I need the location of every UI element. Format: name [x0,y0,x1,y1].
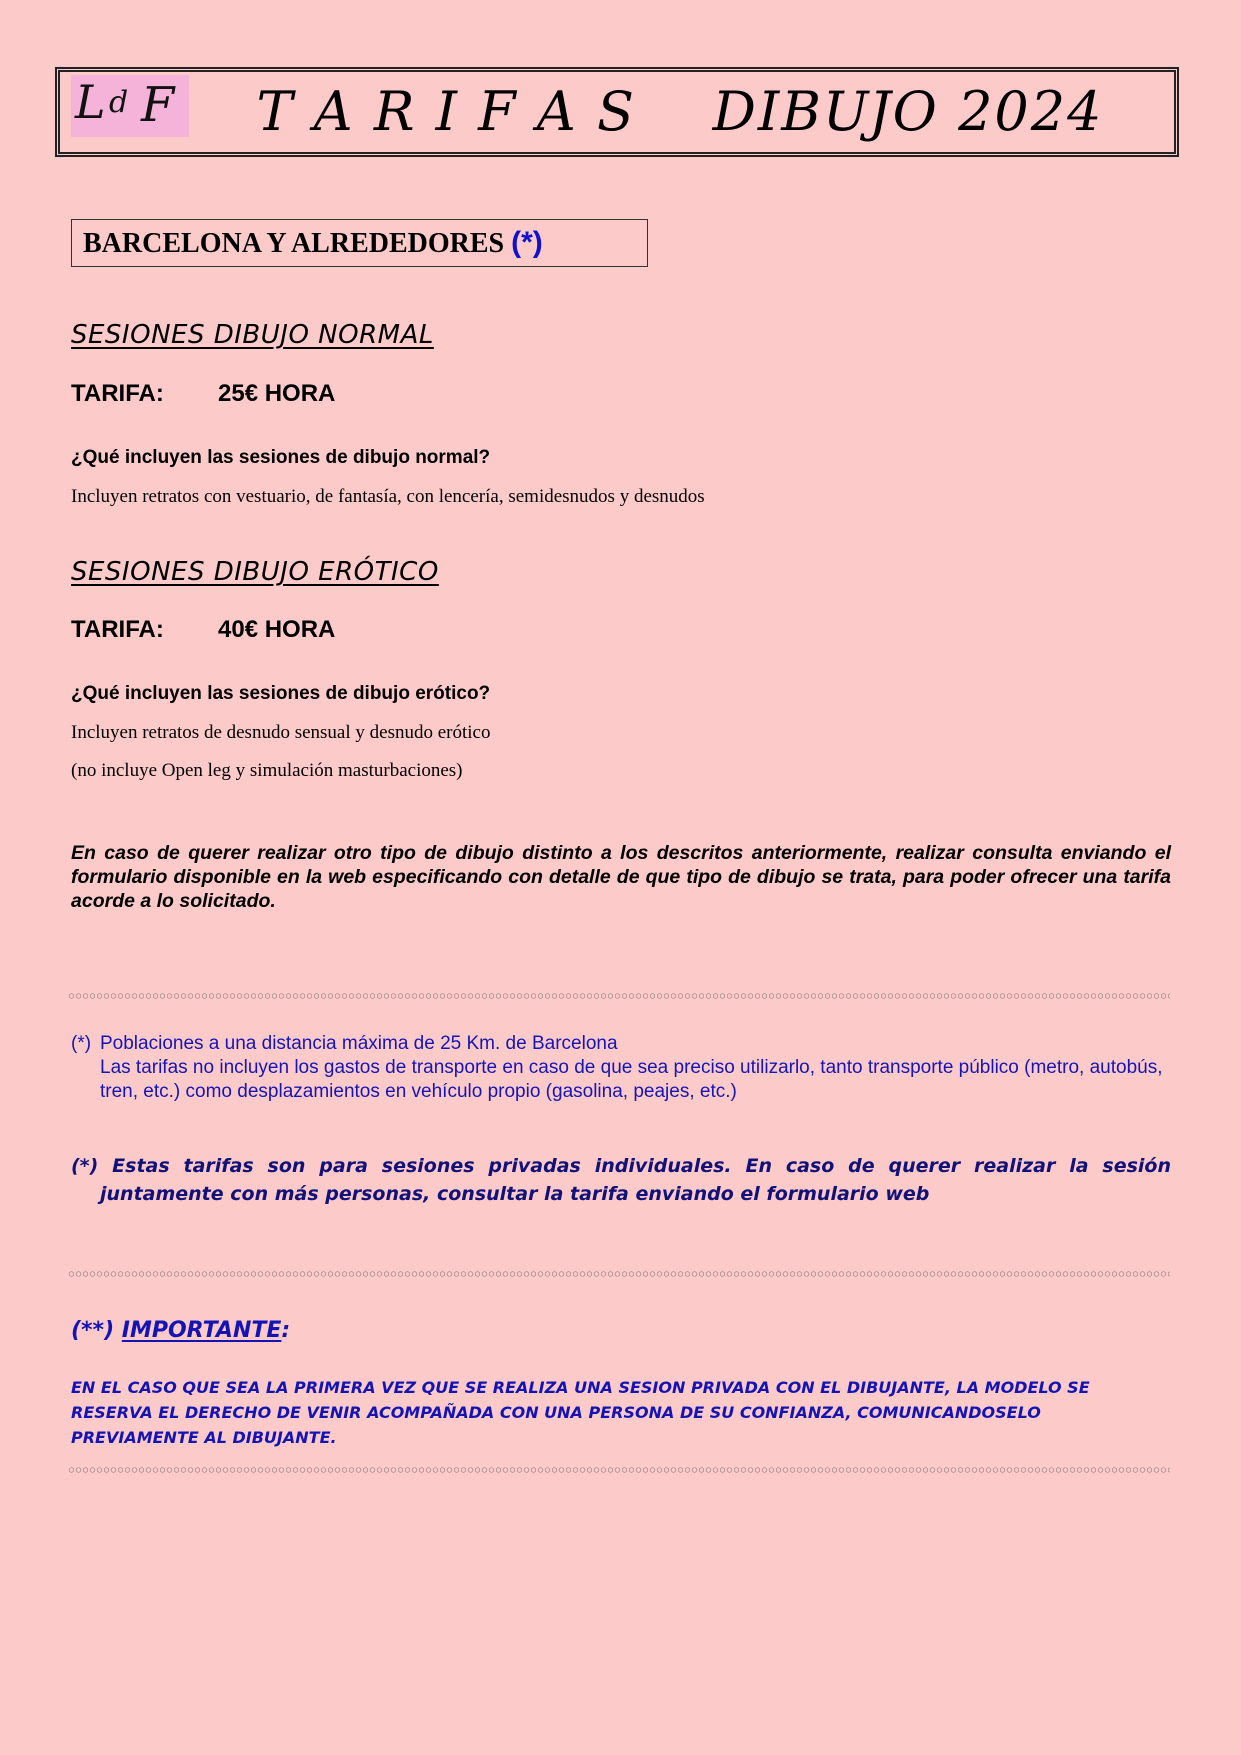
tarifa-label: TARIFA: [71,616,164,643]
logo-letter-f: F [141,77,175,133]
question-normal: ¿Qué incluyen las sesiones de dibujo normal? [71,447,491,468]
logo [71,75,189,137]
exclusion-erotic: (no incluye Open leg y simulación masturbaciones) [71,760,463,781]
logo-letter-l: L [75,75,106,129]
divider [68,1270,1170,1278]
footnote-private-text: (*) Estas tarifas son para sesiones privadas individuales. En caso de querer realizar la sesión juntamente con más personas, consultar la tarifa enviando el formulario web [71,1155,1171,1205]
question-erotic: ¿Qué incluyen las sesiones de dibujo erótico? [71,683,491,704]
tarifa-erotic [71,616,336,644]
tarifa-normal [71,380,336,408]
footnote-distance-line: Poblaciones a una distancia máxima de 25 Km. de Barcelona [100,1033,618,1054]
footnote-transport-line: Las tarifas no incluyen los gastos de transporte en caso de que sea preciso utilizarlo, tanto transporte público (metro, autobús, tren, etc.) como desplazamientos en vehículo propio (gasolina, peajes, etc.) [100,1057,1163,1102]
description-normal: Incluyen retratos con vestuario, de fantasía, con lencería, semidesnudos y desnudos [71,486,705,507]
section-title-erotic: SESIONES DIBUJO ERÓTICO [71,557,439,587]
footnote-private-sessions [71,1152,1171,1208]
region-footnote-mark: (*) [511,226,543,259]
tarifa-value: 40€ HORA [218,616,336,643]
footnote-mark: (*) [71,1033,92,1054]
region-box [71,219,648,267]
important-label: IMPORTANTE [121,1318,282,1343]
important-suffix: : [281,1318,291,1343]
important-body: EN EL CASO QUE SEA LA PRIMERA VEZ QUE SE REALIZA UNA SESION PRIVADA CON EL DIBUJANTE, LA MODELO SE RESERVA EL DERECHO DE VENIR ACOMPAÑADA CON UNA PERSONA DE SU CONFIANZA, COMUNICANDOSELO PREVIAMENTE AL DIBUJANTE. [71,1378,1090,1447]
divider [68,1466,1170,1474]
divider [68,992,1170,1000]
page-title: T A R I F A S DIBUJO 2024 [256,80,1104,143]
section-title-normal: SESIONES DIBUJO NORMAL [71,320,434,350]
logo-letter-d: d [109,85,129,120]
important-heading [71,1318,290,1343]
important-prefix: (**) [71,1318,122,1343]
description-erotic: Incluyen retratos de desnudo sensual y desnudo erótico [71,722,491,743]
tarifa-value: 25€ HORA [218,380,336,407]
region-label: BARCELONA Y ALREDEDORES [83,228,505,259]
other-drawing-note: En caso de querer realizar otro tipo de dibujo distinto a los descritos anteriormente, realizar consulta enviando el formulario disponible en la web especificando con detalle de que tipo de dibujo se trata, para poder ofrecer una tarifa acorde a lo solicitado. [71,842,1171,912]
footnote-distance [71,1032,1171,1104]
tarifa-label: TARIFA: [71,380,164,407]
